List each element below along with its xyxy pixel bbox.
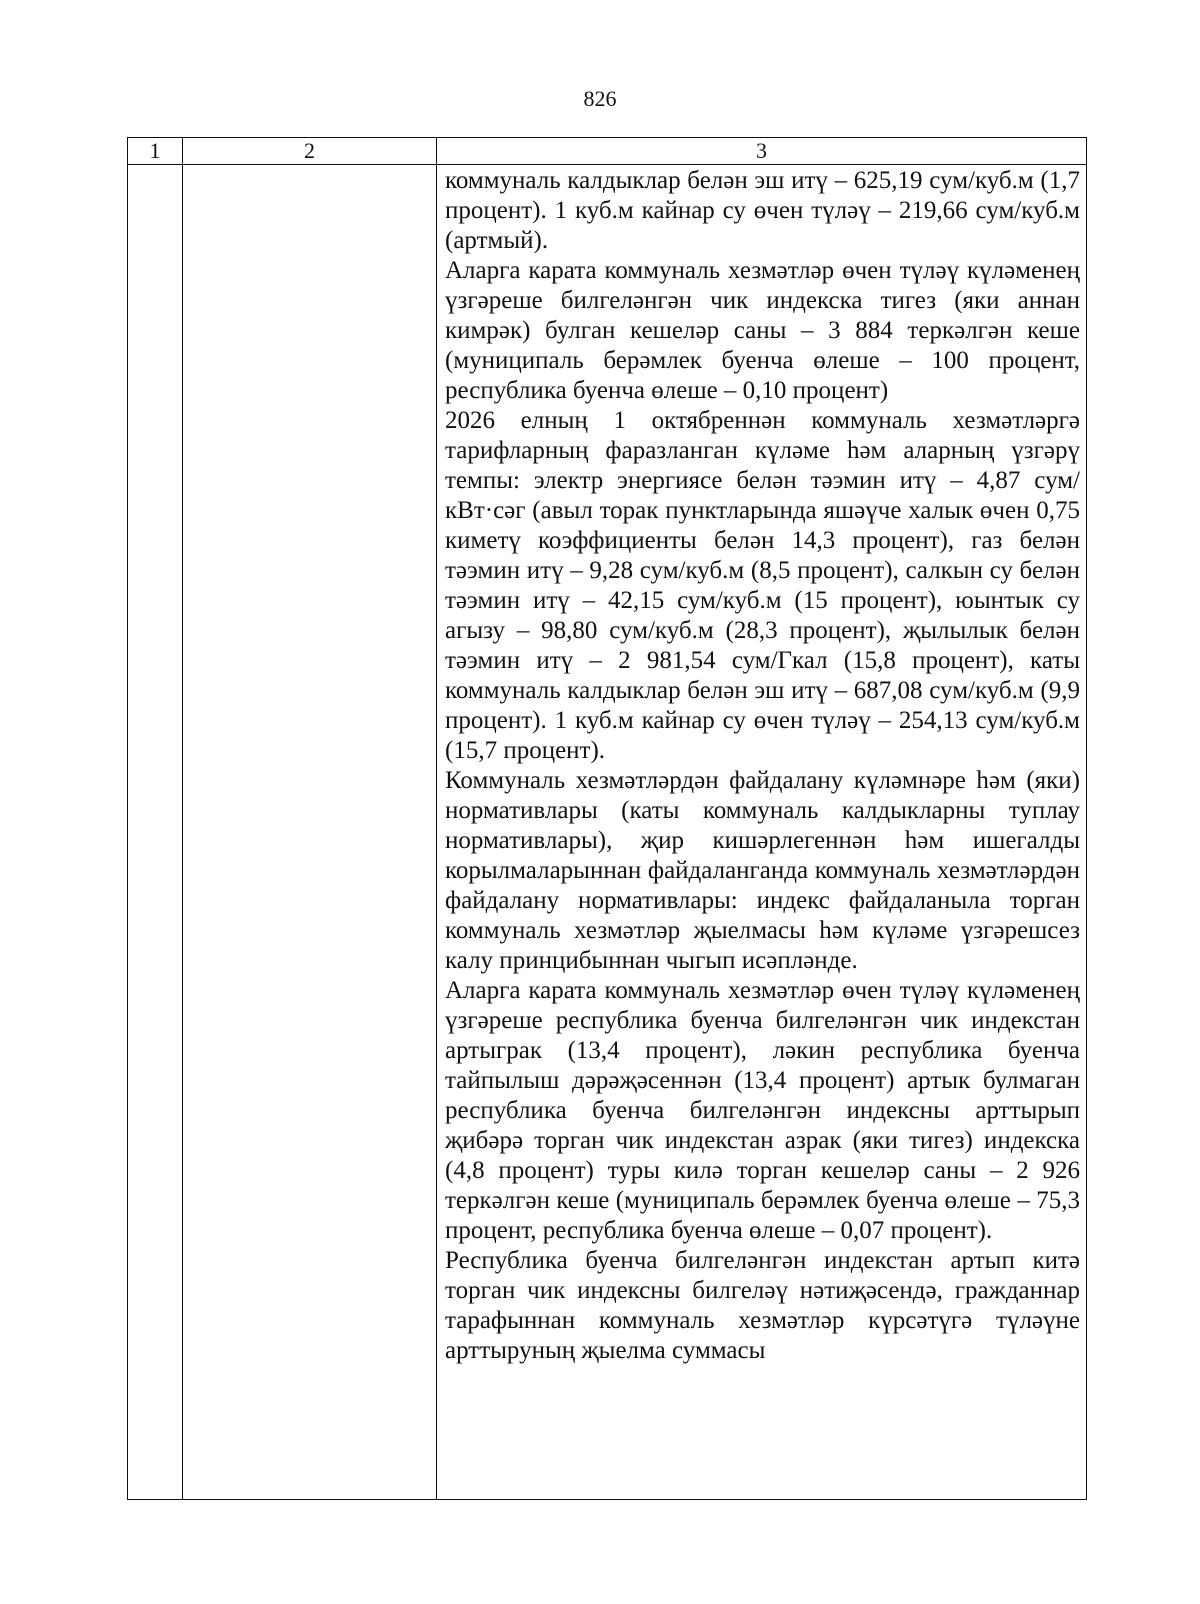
paragraph-1: коммуналь калдыклар белән эш итү – 625,19 сум/куб.м (1,7 процент). 1 куб.м кайнар су өчен түләү – 219,66 сум/куб.м (артмый). bbox=[445, 167, 1080, 254]
cell-col3 bbox=[437, 165, 1087, 1500]
paragraph-5: Аларга карата коммуналь хезмәтләр өчен түләү күләменең үзгәреше республика буенча билгеләнгән чик индекстан артыграк (13,4 процент), ләкин республика буенча тайпылыш дәрәҗәсеннән (13,4 процент) артык булмаган республика буенча билгеләнгән индексны арттырып җибәрә торган чик индекстан азрак (яки тигез) индекска (4,8 процент) туры килә торган кешеләр саны – 2 926 теркәлгән кеше (муниципаль берәмлек буенча өлеше – 75,3 процент, республика буенча өлеше – 0,07 процент). bbox=[445, 977, 1080, 1244]
paragraph-3: 2026 елның 1 октябреннән коммуналь хезмәтләргә тарифларның фаразланган күләме һәм аларның үзгәрү темпы: электр энергиясе белән тәэмин итү – 4,87 сум/кВт·сәг (авыл торак пунктларында яшәүче халык өчен 0,75 киметү коэффициенты белән 14,3 процент), газ белән тәэмин итү – 9,28 сум/куб.м (8,5 процент), салкын су белән тәэмин итү – 42,15 сум/куб.м (15 процент), юынтык су агызу – 98,80 сум/куб.м (28,3 процент), җылылык белән тәэмин итү – 2 981,54 сум/Гкал (15,8 процент), каты коммуналь калдыклар белән эш итү – 687,08 сум/куб.м (9,9 процент). 1 куб.м кайнар су өчен түләү – 254,13 сум/куб.м (15,7 процент). bbox=[445, 407, 1080, 764]
paragraph-4: Коммуналь хезмәтләрдән файдалану күләмнәре һәм (яки) нормативлары (каты коммуналь калдыкларны туплау нормативлары), җир кишәрлегеннән һәм ишегалды корылмаларыннан файдаланганда коммуналь хезмәтләрдән файдалану нормативлары: индекс файдаланыла торган коммуналь хезмәтләр җыелмасы һәм күләме үзгәрешсез калу принцибыннан чыгып исәпләнде. bbox=[445, 767, 1080, 974]
column-header-3: 3 bbox=[437, 138, 1087, 165]
paragraph-2: Аларга карата коммуналь хезмәтләр өчен түләү күләменең үзгәреше билгеләнгән чик индекска тигез (яки аннан кимрәк) булган кешеләр саны – 3 884 теркәлгән кеше (муниципаль берәмлек буенча өлеше – 100 процент, республика буенча өлеше – 0,10 процент) bbox=[445, 257, 1080, 404]
cell-col1 bbox=[128, 165, 183, 1500]
table-header-row bbox=[128, 138, 1087, 165]
paragraph-6: Республика буенча билгеләнгән индекстан артып китә торган чик индексны билгеләү нәтиҗәсендә, гражданнар тарафыннан коммуналь хезмәтләр күрсәтүгә түләүне арттыруның җыелма суммасы bbox=[445, 1247, 1080, 1364]
cell-text-block bbox=[437, 165, 1086, 1366]
column-header-2: 2 bbox=[183, 138, 437, 165]
page-number: 826 bbox=[583, 86, 617, 111]
table-row bbox=[128, 165, 1087, 1500]
column-header-1: 1 bbox=[128, 138, 183, 165]
cell-col2 bbox=[183, 165, 437, 1500]
document-table bbox=[127, 137, 1087, 1500]
